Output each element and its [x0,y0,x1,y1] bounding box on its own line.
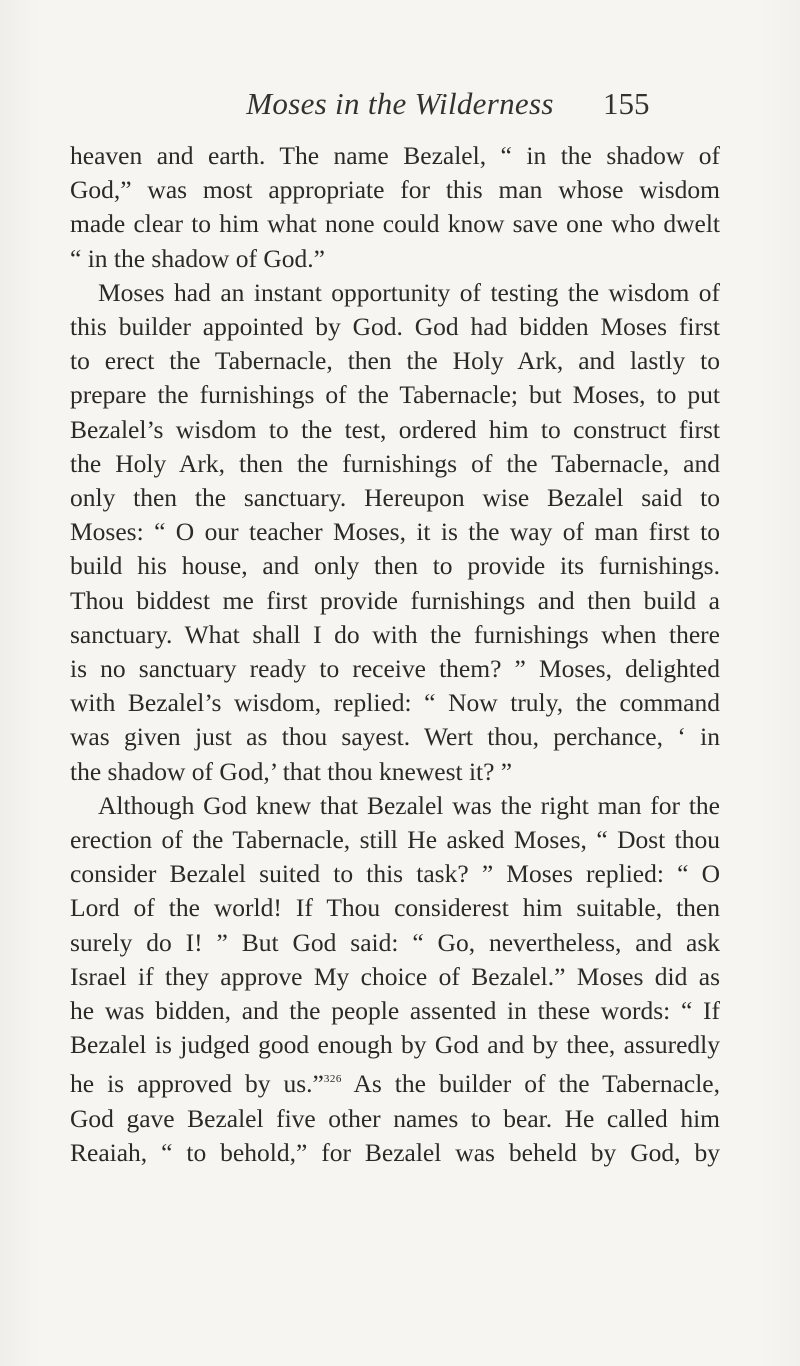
text-line: is no sanctuary ready to receive them? ” Moses, delighted [70,654,720,684]
text-line: made clear to him what none could know save one who dwelt [70,209,720,239]
text-line: Bezalel’s wisdom to the test, ordered him to construct first [70,414,720,444]
footnote-marker: 326 [323,1073,342,1086]
text-line: this builder appointed by God. God had bidden Moses first [70,312,720,342]
text-line: Bezalel is judged good enough by God and by thee, assuredly [70,1030,720,1060]
text-line: he was bidden, and the people assented in these words: “ If [70,996,720,1026]
text-line: sanctuary. What shall I do with the furnishings when there [70,619,720,649]
text-line: Although God knew that Bezalel was the right man for the [98,790,720,820]
text-line: God,” was most appropriate for this man whose wisdom [70,175,720,205]
text-line: was given just as thou sayest. Wert thou, perchance, ‘ in [70,722,720,752]
text-line: surely do I! ” But God said: “ Go, nevertheless, and ask [70,927,720,957]
text-line: Israel if they approve My choice of Bezalel.” Moses did as [70,961,720,991]
text-line: to erect the Tabernacle, then the Holy Ark, and lastly to [70,346,720,376]
text-line: Moses: “ O our teacher Moses, it is the way of man first to [70,517,720,547]
text-line: heaven and earth. The name Bezalel, “ in the shadow of [70,141,720,170]
text-line: Reaiah, “ to behold,” for Bezalel was beheld by God, by [70,1137,720,1167]
text-line: only then the sanctuary. Hereupon wise Bezalel said to [70,483,720,513]
body-text [70,139,720,1170]
text-line: the shadow of God,’ that thou knewest it? ” [70,756,513,786]
text-line: erection of the Tabernacle, still He asked Moses, “ Dost thou [70,825,720,855]
text-line: prepare the furnishings of the Tabernacle; but Moses, to put [70,380,720,410]
running-head: Moses in the Wilderness [246,86,554,121]
text-line: Thou biddest me first provide furnishings and then build a [70,585,720,615]
text-line: the Holy Ark, then the furnishings of the Tabernacle, and [70,448,720,478]
text-line: build his house, and only then to provide its furnishings. [70,551,720,581]
text-line: with Bezalel’s wisdom, replied: “ Now truly, the command [70,688,720,718]
text-line: Lord of the world! If Thou considerest him suitable, then [70,893,720,923]
page-number: 155 [603,86,650,121]
text-line: Moses had an instant opportunity of testing the wisdom of [98,277,720,307]
line-segment: he is approved by us.” [70,1069,324,1099]
text-line: “ in the shadow of God.” [70,243,325,273]
line-segment: As the builder of the Tabernacle, [341,1069,720,1099]
text-line: consider Bezalel suited to this task? ” Moses replied: “ O [70,859,720,889]
text-line-with-footnote [70,1062,720,1101]
text-line: God gave Bezalel five other names to bear. He called him [70,1103,720,1133]
